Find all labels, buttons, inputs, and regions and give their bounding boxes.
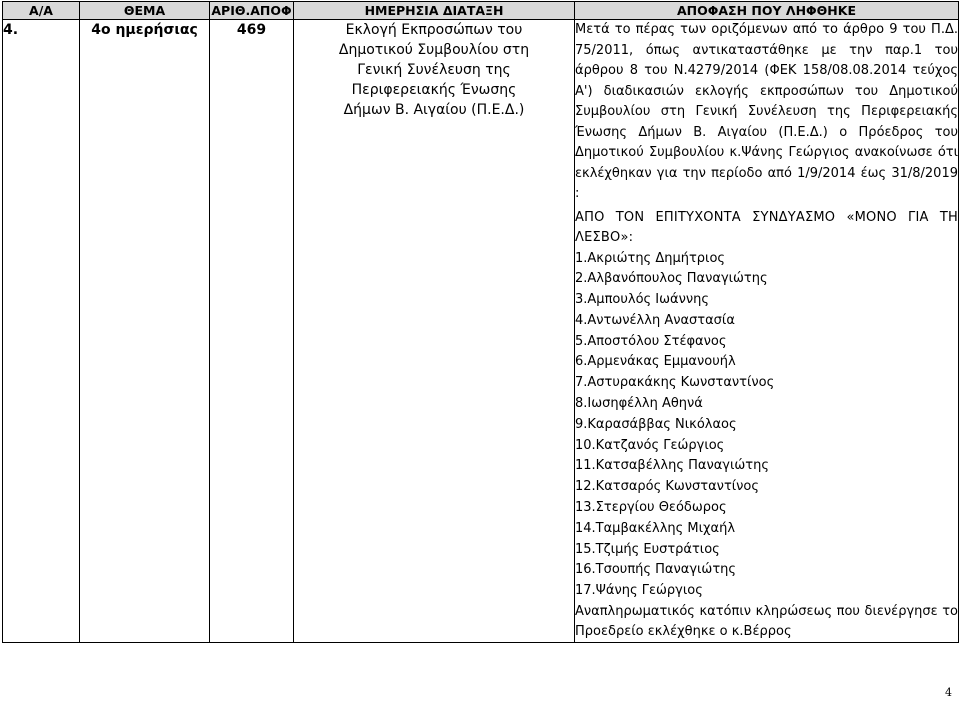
- list-item: 13.Στεργίου Θεόδωρος: [575, 500, 727, 516]
- header-aa: Α/Α: [3, 2, 80, 20]
- list-item: 3.Αμπουλός Ιωάννης: [575, 292, 709, 308]
- decision-heading: ΑΠΟ ΤΟΝ ΕΠΙΤΥΧΟΝΤΑ ΣΥΝΔΥΑΣΜΟ «ΜΟΝΟ ΓΙΑ ΤΗ ΛΕΣΒΟ»:: [575, 209, 958, 245]
- list-item: 5.Αποστόλου Στέφανος: [575, 333, 727, 349]
- list-item: 12.Κατσαρός Κωνσταντίνος: [575, 479, 760, 495]
- list-item: 1.Ακριώτης Δημήτριος: [575, 250, 726, 266]
- header-thema: ΘΕΜΑ: [80, 2, 210, 20]
- agenda-line: Γενική Συνέλευση της: [357, 62, 511, 78]
- agenda-line: Εκλογή Εκπροσώπων του: [345, 22, 523, 38]
- page-number: 4: [945, 686, 952, 699]
- list-item: 15.Τζιμής Ευστράτιος: [575, 541, 720, 557]
- list-item: 17.Ψάνης Γεώργιος: [575, 583, 703, 599]
- header-row: [3, 2, 959, 20]
- list-item: 8.Ιωσηφέλλη Αθηνά: [575, 396, 703, 412]
- list-item: 7.Αστυρακάκης Κωνσταντίνος: [575, 375, 775, 391]
- cell-hmerisia-diataxi: [294, 20, 575, 643]
- minutes-table: [2, 1, 959, 643]
- list-item: 9.Καρασάββας Νικόλαος: [575, 416, 737, 432]
- list-item: 2.Αλβανόπουλος Παναγιώτης: [575, 271, 768, 287]
- agenda-line: Δήμων Β. Αιγαίου (Π.Ε.Δ.): [343, 102, 525, 118]
- table-row: [3, 20, 959, 643]
- header-apofasi: ΑΠΟΦΑΣΗ ΠΟΥ ΛΗΦΘΗΚΕ: [575, 2, 959, 20]
- list-item: 14.Ταμβακέλλης Μιχαήλ: [575, 520, 736, 536]
- list-item: 16.Τσουπής Παναγιώτης: [575, 562, 737, 578]
- decision-footer: Αναπληρωματικός κατόπιν κληρώσεως που διενέργησε το Προεδρείο εκλέχθηκε ο κ.Βέρρος: [575, 604, 958, 640]
- decision-intro: Μετά το πέρας των οριζόμενων από το άρθρο 9 του Π.Δ. 75/2011, όπως αντικαταστάθηκε με την παρ.1 του άρθρου 8 του Ν.4279/2014 (ΦΕΚ 158/08.08.2014 τεύχος Α') διαδικασιών εκλογής εκπροσώπων του Δημοτικού Συμβουλίου στη Γενική Συνέλευση της Περιφερειακής Ένωσης Δήμων Β. Αιγαίου (Π.Ε.Δ.) ο Πρόεδρος του Δημοτικού Συμβουλίου κ.Ψάνης Γεώργιος ανακοίνωσε ότι εκλέχθηκαν για την περίοδο από 1/9/2014 έως 31/8/2019 :: [575, 22, 958, 201]
- cell-arith-apof: 469: [210, 20, 294, 643]
- header-hmerisia-diataxi: ΗΜΕΡΗΣΙΑ ΔΙΑΤΑΞΗ: [294, 2, 575, 20]
- agenda-line: Δημοτικού Συμβουλίου στη: [338, 42, 530, 58]
- agenda-line: Περιφερειακής Ένωσης: [351, 82, 517, 98]
- list-item: 11.Κατσαβέλλης Παναγιώτης: [575, 458, 769, 474]
- header-arith-apof: ΑΡΙΘ.ΑΠΟΦ: [211, 3, 292, 18]
- members-list: [575, 249, 958, 603]
- list-item: 4.Αντωνέλλη Αναστασία: [575, 312, 735, 328]
- list-item: 10.Κατζανός Γεώργιος: [575, 437, 725, 453]
- cell-aa: 4.: [3, 20, 80, 643]
- cell-apofasi: [575, 20, 959, 643]
- cell-thema: [80, 20, 210, 643]
- list-item: 6.Αρμενάκας Εμμανουήλ: [575, 354, 736, 370]
- thema-text: 4ο ημερήσιας: [91, 22, 198, 38]
